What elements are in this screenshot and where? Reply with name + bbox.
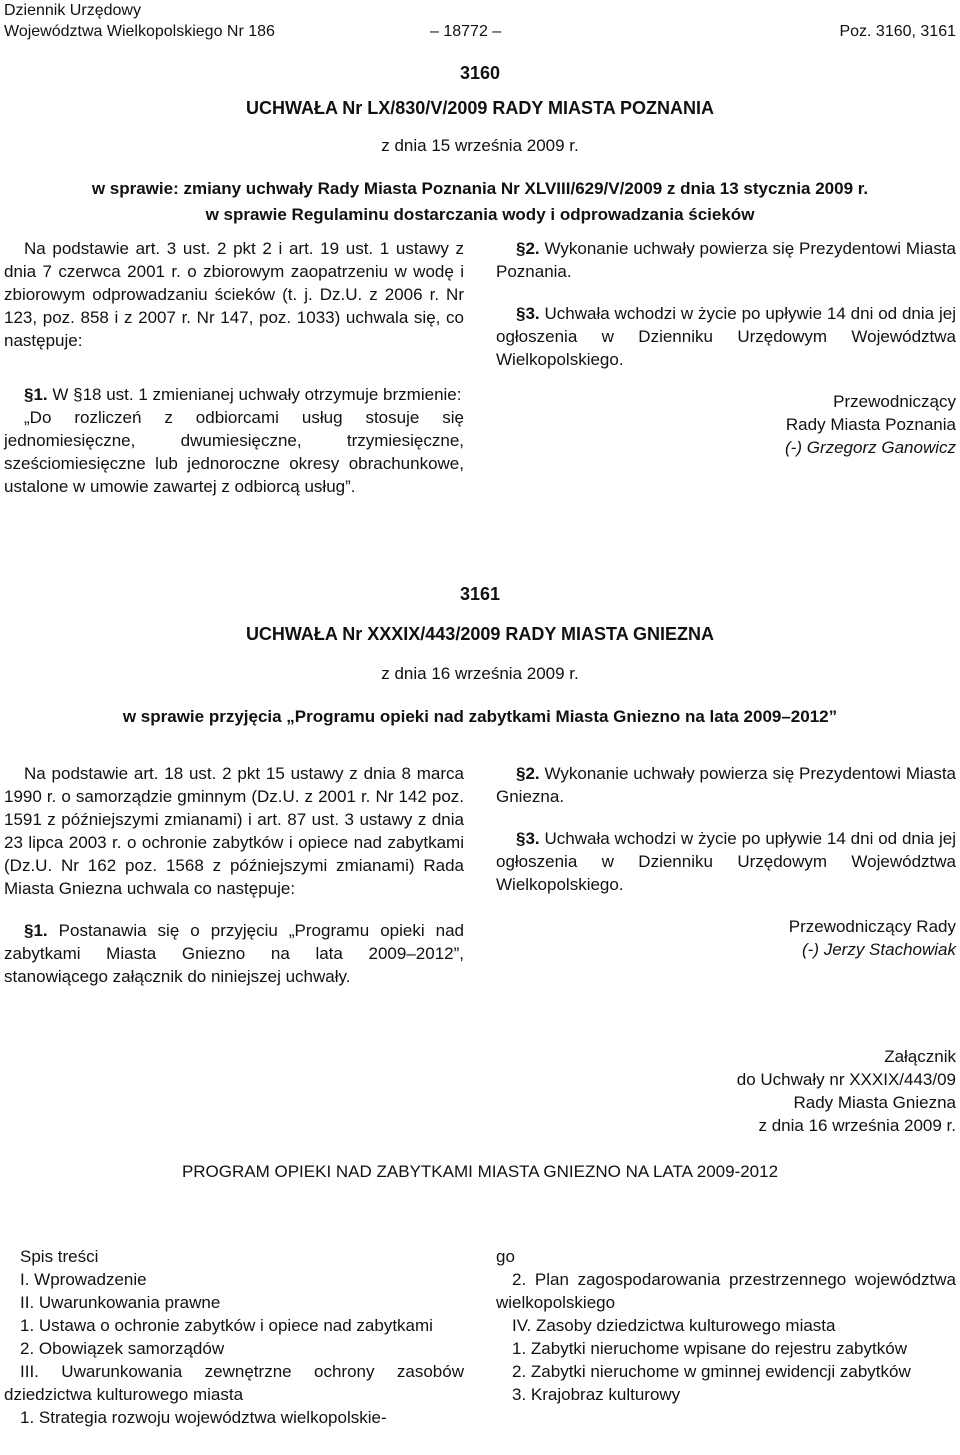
annex-date: z dnia 16 września 2009 r. xyxy=(758,1116,956,1135)
section-text: Uchwała wchodzi w życie po upływie 14 dni od dnia jej ogłoszenia w Dzienniku Urzędowym Województwa Wielkopolskiego. xyxy=(496,304,956,369)
doc2-section-1 xyxy=(4,919,464,988)
doc1-section-3 xyxy=(496,302,956,371)
doc2-section-2 xyxy=(496,762,956,808)
signature-title: Przewodniczący Rady xyxy=(788,917,956,936)
section-text: Uchwała wchodzi w życie po upływie 14 dni od dnia jej ogłoszenia w Dzienniku Urzędowym Województwa Wielkopolskiego. xyxy=(496,829,956,894)
journal-name: Dziennik Urzędowy xyxy=(4,2,141,19)
doc2-preamble: Na podstawie art. 18 ust. 2 pkt 15 ustawy z dnia 8 marca 1990 r. o samorządzie gminnym (Dz.U. z 2001 r. Nr 142 poz. 1591 z późniejszymi zmianami) i art. 87 ust. 3 ustawy z dnia 23 lipca 2003 r. o ochronie zabytków i opiece nad zabytkami (Dz.U. Nr 162 poz. 1568 z późniejszymi zmianami) Rada Miasta Gniezna uchwala co następuje: xyxy=(4,764,464,898)
section-mark: §2. xyxy=(516,764,540,783)
annex-resolution: do Uchwały nr XXXIX/443/09 xyxy=(736,1070,956,1089)
doc1-left-column xyxy=(4,237,464,498)
doc2-left-column xyxy=(4,762,464,988)
doc1-section-2 xyxy=(496,237,956,283)
doc1-title: UCHWAŁA Nr LX/830/V/2009 RADY MIASTA POZNANIA xyxy=(245,98,715,118)
program-title: PROGRAM OPIEKI NAD ZABYTKAMI MIASTA GNIEZNO NA LATA 2009-2012 xyxy=(181,1162,779,1181)
doc2-position: 3161 xyxy=(459,584,501,604)
doc2-title: UCHWAŁA Nr XXXIX/443/2009 RADY MIASTA GNIEZNA xyxy=(245,624,715,644)
doc2-subject: w sprawie przyjęcia „Programu opieki nad zabytkami Miasta Gniezno na lata 2009–2012” xyxy=(122,707,838,726)
voivodeship-issue: Województwa Wielkopolskiego Nr 186 xyxy=(4,23,275,40)
page-header xyxy=(4,0,956,42)
toc-item: I. Wprowadzenie xyxy=(20,1270,147,1289)
annex-reference xyxy=(500,1045,956,1137)
annex-label: Załącznik xyxy=(884,1047,956,1066)
toc-item: II. Uwarunkowania prawne xyxy=(20,1293,221,1312)
signature-name: (-) Grzegorz Ganowicz xyxy=(785,438,956,457)
signature-title: Przewodniczący xyxy=(833,392,956,411)
doc1-position: 3160 xyxy=(459,63,501,83)
toc-item: 2. Zabytki nieruchome w gminnej ewidencji zabytków xyxy=(512,1362,911,1381)
section-mark: §3. xyxy=(516,304,540,323)
section-text: Wykonanie uchwały powierza się Prezydentowi Miasta Gniezna. xyxy=(496,764,956,806)
section-text: Postanawia się o przyjęciu „Programu opieki nad zabytkami Miasta Gniezno na lata 2009–2012”, stanowiącego załącznik do niniejszej uchwały. xyxy=(4,921,464,986)
toc-item: III. Uwarunkowania zewnętrzne ochrony zasobów dziedzictwa kulturowego miasta xyxy=(4,1362,464,1404)
doc2-date: z dnia 16 września 2009 r. xyxy=(381,664,579,683)
doc1-signature xyxy=(496,390,956,459)
section-mark: §3. xyxy=(516,829,540,848)
toc-item: 2. Obowiązek samorządów xyxy=(20,1339,225,1358)
doc2-signature xyxy=(496,915,956,961)
signature-body: Rady Miasta Poznania xyxy=(785,415,956,434)
toc-item-continuation: go xyxy=(496,1247,515,1266)
doc1-section-1 xyxy=(4,383,464,406)
doc2-section-3 xyxy=(496,827,956,896)
section-mark: §2. xyxy=(516,239,540,258)
toc-heading: Spis treści xyxy=(20,1247,99,1266)
toc-right-column xyxy=(496,1245,956,1406)
toc-item: 1. Zabytki nieruchome wpisane do rejestru zabytków xyxy=(512,1339,907,1358)
toc-item: 1. Ustawa o ochronie zabytków i opiece nad zabytkami xyxy=(20,1316,433,1335)
toc-item: 3. Krajobraz kulturowy xyxy=(512,1385,681,1404)
doc1-preamble: Na podstawie art. 3 ust. 2 pkt 2 i art. 19 ust. 1 ustawy z dnia 7 czerwca 2001 r. o zbiorowym zaopatrzeniu w wodę i zbiorowym odprowadzaniu ścieków (t. j. Dz.U. z 2006 r. Nr 123, poz. 858 i z 2007 r. Nr 147, poz. 1033) uchwala się, co następuje: xyxy=(4,239,464,350)
annex-council: Rady Miasta Gniezna xyxy=(793,1093,956,1112)
doc1-right-column xyxy=(496,237,956,459)
section-text: W §18 ust. 1 zmienianej uchwały otrzymuje brzmienie: xyxy=(47,385,462,404)
page-number: – 18772 – xyxy=(430,23,502,40)
section-mark: §1. xyxy=(24,921,48,940)
doc2-right-column xyxy=(496,762,956,961)
toc-item: IV. Zasoby dziedzictwa kulturowego miasta xyxy=(512,1316,836,1335)
signature-name: (-) Jerzy Stachowiak xyxy=(802,940,956,959)
section-text: Wykonanie uchwały powierza się Prezydentowi Miasta Poznania. xyxy=(496,239,956,281)
doc1-subject-2: w sprawie Regulaminu dostarczania wody i odprowadzania ścieków xyxy=(205,205,755,224)
toc-item: 2. Plan zagospodarowania przestrzennego województwa wielkopolskiego xyxy=(496,1270,956,1312)
section-mark: §1. xyxy=(24,385,48,404)
toc-item: 1. Strategia rozwoju województwa wielkopolskie- xyxy=(20,1408,387,1427)
positions: Poz. 3160, 3161 xyxy=(839,23,956,40)
doc1-subject-1: w sprawie: zmiany uchwały Rady Miasta Poznania Nr XLVIII/629/V/2009 z dnia 13 stycznia 2009 r. xyxy=(91,179,869,198)
doc1-date: z dnia 15 września 2009 r. xyxy=(381,136,579,155)
doc1-section-1-quote: „Do rozliczeń z odbiorcami usług stosuje się jednomiesięczne, dwumiesięczne, trzymiesięczne, sześciomiesięczne lub jednoroczne okresy obrachunkowe, ustalone w umowie zawartej z odbiorcą usług”. xyxy=(4,408,464,496)
toc-left-column xyxy=(4,1245,464,1429)
